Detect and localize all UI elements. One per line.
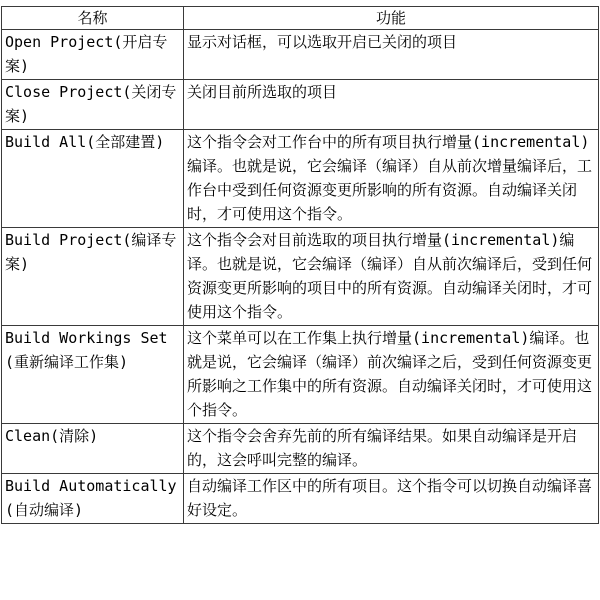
table-row-close-project	[2, 80, 599, 130]
table-row-build-working-set	[2, 326, 599, 424]
command-description: 自动编译工作区中的所有项目。这个指令可以切换自动编译喜好设定。	[184, 474, 599, 524]
command-name: Build All(全部建置)	[2, 130, 184, 228]
table-header-row	[2, 7, 599, 30]
table-row-clean	[2, 424, 599, 474]
command-name: Build Project(编译专案)	[2, 228, 184, 326]
command-name: Close Project(关闭专案)	[2, 80, 184, 130]
command-description: 这个指令会对目前选取的项目执行增量(incremental)编译。也就是说，它会编译（编译）自从前次编译后，受到任何资源变更所影响的项目中的所有资源。自动编译关闭时，才可使用这个指令。	[184, 228, 599, 326]
command-name: Build Automatically(自动编译)	[2, 474, 184, 524]
command-description: 这个菜单可以在工作集上执行增量(incremental)编译。也就是说，它会编译（编译）前次编译之后，受到任何资源变更所影响之工作集中的所有资源。自动编译关闭时，才可使用这个指令。	[184, 326, 599, 424]
command-description: 这个指令会对工作台中的所有项目执行增量(incremental)编译。也就是说，它会编译（编译）自从前次增量编译后，工作台中受到任何资源变更所影响的所有资源。自动编译关闭时，才可使用这个指令。	[184, 130, 599, 228]
command-name: Build Workings Set(重新编译工作集)	[2, 326, 184, 424]
column-header-name: 名称	[2, 7, 184, 30]
column-header-function: 功能	[184, 7, 599, 30]
menu-command-table	[1, 6, 599, 524]
command-name: Open Project(开启专案)	[2, 30, 184, 80]
table-row-build-project	[2, 228, 599, 326]
command-description: 关闭目前所选取的项目	[184, 80, 599, 130]
table-row-open-project	[2, 30, 599, 80]
command-description: 显示对话框，可以选取开启已关闭的项目	[184, 30, 599, 80]
table-row-build-automatically	[2, 474, 599, 524]
command-name: Clean(清除)	[2, 424, 184, 474]
table-row-build-all	[2, 130, 599, 228]
command-description: 这个指令会舍弃先前的所有编译结果。如果自动编译是开启的，这会呼叫完整的编译。	[184, 424, 599, 474]
